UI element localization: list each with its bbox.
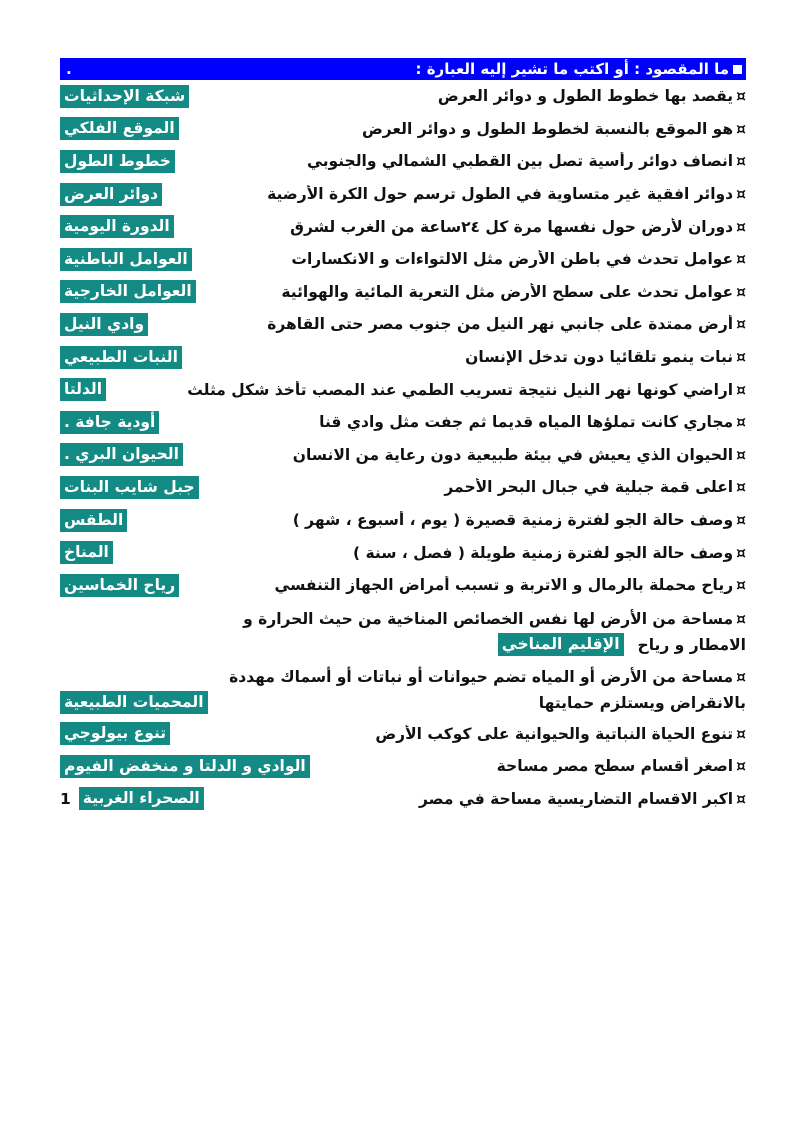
currency-bullet-icon: ¤ <box>736 445 746 464</box>
currency-bullet-icon: ¤ <box>736 185 746 204</box>
answer-highlight: المحميات الطبيعية <box>60 691 208 714</box>
currency-bullet-icon: ¤ <box>736 576 746 595</box>
answer-highlight: شبكة الإحداثيات <box>60 85 189 108</box>
question-text <box>148 315 746 333</box>
question-row <box>60 439 746 472</box>
answer-highlight: جبل شايب البنات <box>60 476 199 499</box>
currency-bullet-icon: ¤ <box>736 724 746 743</box>
header-trailing-dot: . <box>66 60 72 78</box>
question-label: مساحة من الأرض أو المياه تضم حيوانات أو نباتات أو أسماك مهددة <box>229 667 734 686</box>
question-line-2 <box>60 690 746 716</box>
answer-highlight: الدلتا <box>60 378 106 401</box>
answer-highlight: الصحراء الغربية <box>79 787 204 810</box>
question-label: وصف حالة الجو لفترة زمنية طويلة ( فصل ، سنة ) <box>353 543 734 562</box>
question-label: اراضي كونها نهر النيل نتيجة تسريب الطمي عند المصب تأخذ شكل مثلث <box>187 380 734 399</box>
question-text <box>127 511 746 529</box>
question-row <box>60 113 746 146</box>
currency-bullet-icon: ¤ <box>736 87 746 106</box>
question-label: اكبر الاقسام التضاريسية مساحة في مصر <box>418 789 734 808</box>
question-row <box>60 210 746 243</box>
question-label: دوران لأرض حول نفسها مرة كل ٢٤ساعة من الغرب لشرق <box>290 217 734 236</box>
question-text <box>174 218 746 236</box>
square-bullet-icon <box>733 65 742 74</box>
currency-bullet-icon: ¤ <box>736 152 746 171</box>
question-text <box>113 544 746 562</box>
question-text <box>106 381 746 399</box>
currency-bullet-icon: ¤ <box>736 348 746 367</box>
question-row <box>60 80 746 113</box>
answer-highlight: العوامل الباطنية <box>60 248 192 271</box>
question-row <box>60 504 746 537</box>
question-label: دوائر افقية غير متساوية في الطول ترسم حول الكرة الأرضية <box>267 185 734 204</box>
answer-highlight: الوادي و الدلتا و منخفض الفيوم <box>60 755 310 778</box>
question-text <box>192 250 746 268</box>
question-text <box>310 757 746 775</box>
question-row <box>60 178 746 211</box>
question-row <box>60 145 746 178</box>
answer-highlight: المناخ <box>60 541 113 564</box>
answer-highlight: خطوط الطول <box>60 150 175 173</box>
question-text <box>199 478 746 496</box>
question-label: اصغر أقسام سطح مصر مساحة <box>496 757 734 776</box>
currency-bullet-icon: ¤ <box>736 543 746 562</box>
question-row <box>60 569 746 602</box>
answer-highlight: الدورة اليومية <box>60 215 174 238</box>
question-text <box>179 120 746 138</box>
question-text <box>189 87 746 105</box>
question-row <box>60 308 746 341</box>
question-row <box>60 718 746 751</box>
answer-highlight: دوائر العرض <box>60 183 162 206</box>
question-row <box>60 406 746 439</box>
answer-highlight: الحيوان البري . <box>60 443 183 466</box>
question-label: أرض ممتدة على جانبي نهر النيل من جنوب مصر حتى القاهرة <box>267 315 734 334</box>
worksheet-page <box>60 58 746 815</box>
question-row <box>60 750 746 783</box>
question-text <box>159 413 746 431</box>
answer-highlight: النبات الطبيعي <box>60 346 182 369</box>
section-title: ما المقصود : أو اكتب ما تشير إليه العبارة : <box>415 60 729 78</box>
question-row <box>60 783 746 816</box>
answer-highlight: أودية جافة . <box>60 411 159 434</box>
question-row <box>60 243 746 276</box>
question-text <box>182 348 746 366</box>
multiline-question <box>60 660 746 718</box>
currency-bullet-icon: ¤ <box>736 315 746 334</box>
question-label: الامطار و رياح <box>637 635 746 654</box>
answer-highlight: العوامل الخارجية <box>60 280 196 303</box>
currency-bullet-icon: ¤ <box>736 413 746 432</box>
currency-bullet-icon: ¤ <box>736 609 746 628</box>
question-label: الحيوان الذي يعيش في بيئة طبيعية دون رعاية من الانسان <box>292 445 734 464</box>
currency-bullet-icon: ¤ <box>736 250 746 269</box>
currency-bullet-icon: ¤ <box>736 789 746 808</box>
question-text <box>170 725 746 743</box>
answer-highlight: تنوع بيولوجي <box>60 722 170 745</box>
question-label: هو الموقع بالنسبة لخطوط الطول و دوائر العرض <box>361 119 734 138</box>
currency-bullet-icon: ¤ <box>736 380 746 399</box>
question-label: اعلى قمة جبلية في جبال البحر الأحمر <box>444 478 734 497</box>
question-text <box>175 152 746 170</box>
answer-highlight: وادي النيل <box>60 313 148 336</box>
question-label: مساحة من الأرض لها نفس الخصائص المناخية من حيث الحرارة و <box>243 609 734 628</box>
question-line-2 <box>60 632 746 658</box>
question-label: نبات ينمو تلقائيا دون تدخل الإنسان <box>465 348 734 367</box>
answer-highlight: الإقليم المناخي <box>498 633 624 656</box>
question-row <box>60 373 746 406</box>
question-row <box>60 471 746 504</box>
question-line-1 <box>60 606 746 632</box>
question-label: عوامل تحدث في باطن الأرض مثل الالتواءات و الانكسارات <box>291 250 734 269</box>
question-row <box>60 536 746 569</box>
question-row <box>60 341 746 374</box>
question-text <box>179 576 746 594</box>
question-text <box>196 283 746 301</box>
question-label: انصاف دوائر رأسية تصل بين القطبي الشمالي والجنوبي <box>307 152 734 171</box>
question-label: تنوع الحياة النباتية والحيوانية على كوكب الأرض <box>375 724 734 743</box>
question-label: وصف حالة الجو لفترة زمنية قصيرة ( يوم ، أسبوع ، شهر ) <box>292 511 734 530</box>
question-label: رياح محملة بالرمال و الاتربة و تسبب أمراض الجهاز التنفسي <box>274 576 734 595</box>
section-header <box>60 58 746 80</box>
answer-highlight: الموقع الفلكي <box>60 117 179 140</box>
currency-bullet-icon: ¤ <box>736 667 746 686</box>
question-label: بالانقراض ويستلزم حمايتها <box>538 693 746 712</box>
currency-bullet-icon: ¤ <box>736 757 746 776</box>
question-text <box>162 185 746 203</box>
multiline-question <box>60 602 746 660</box>
question-text <box>183 446 746 464</box>
question-label: عوامل تحدث على سطح الأرض مثل التعرية المائية والهوائية <box>281 282 734 301</box>
page-number: 1 <box>60 789 71 808</box>
currency-bullet-icon: ¤ <box>736 119 746 138</box>
question-text <box>204 790 746 808</box>
question-line-1 <box>60 664 746 690</box>
answer-highlight: رياح الخماسين <box>60 574 179 597</box>
currency-bullet-icon: ¤ <box>736 511 746 530</box>
currency-bullet-icon: ¤ <box>736 282 746 301</box>
answer-highlight: الطقس <box>60 509 127 532</box>
question-row <box>60 276 746 309</box>
question-label: يقصد بها خطوط الطول و دوائر العرض <box>437 87 734 106</box>
currency-bullet-icon: ¤ <box>736 217 746 236</box>
question-label: مجاري كانت تملؤها المياه قديما ثم جفت مثل وادي قنا <box>319 413 734 432</box>
currency-bullet-icon: ¤ <box>736 478 746 497</box>
